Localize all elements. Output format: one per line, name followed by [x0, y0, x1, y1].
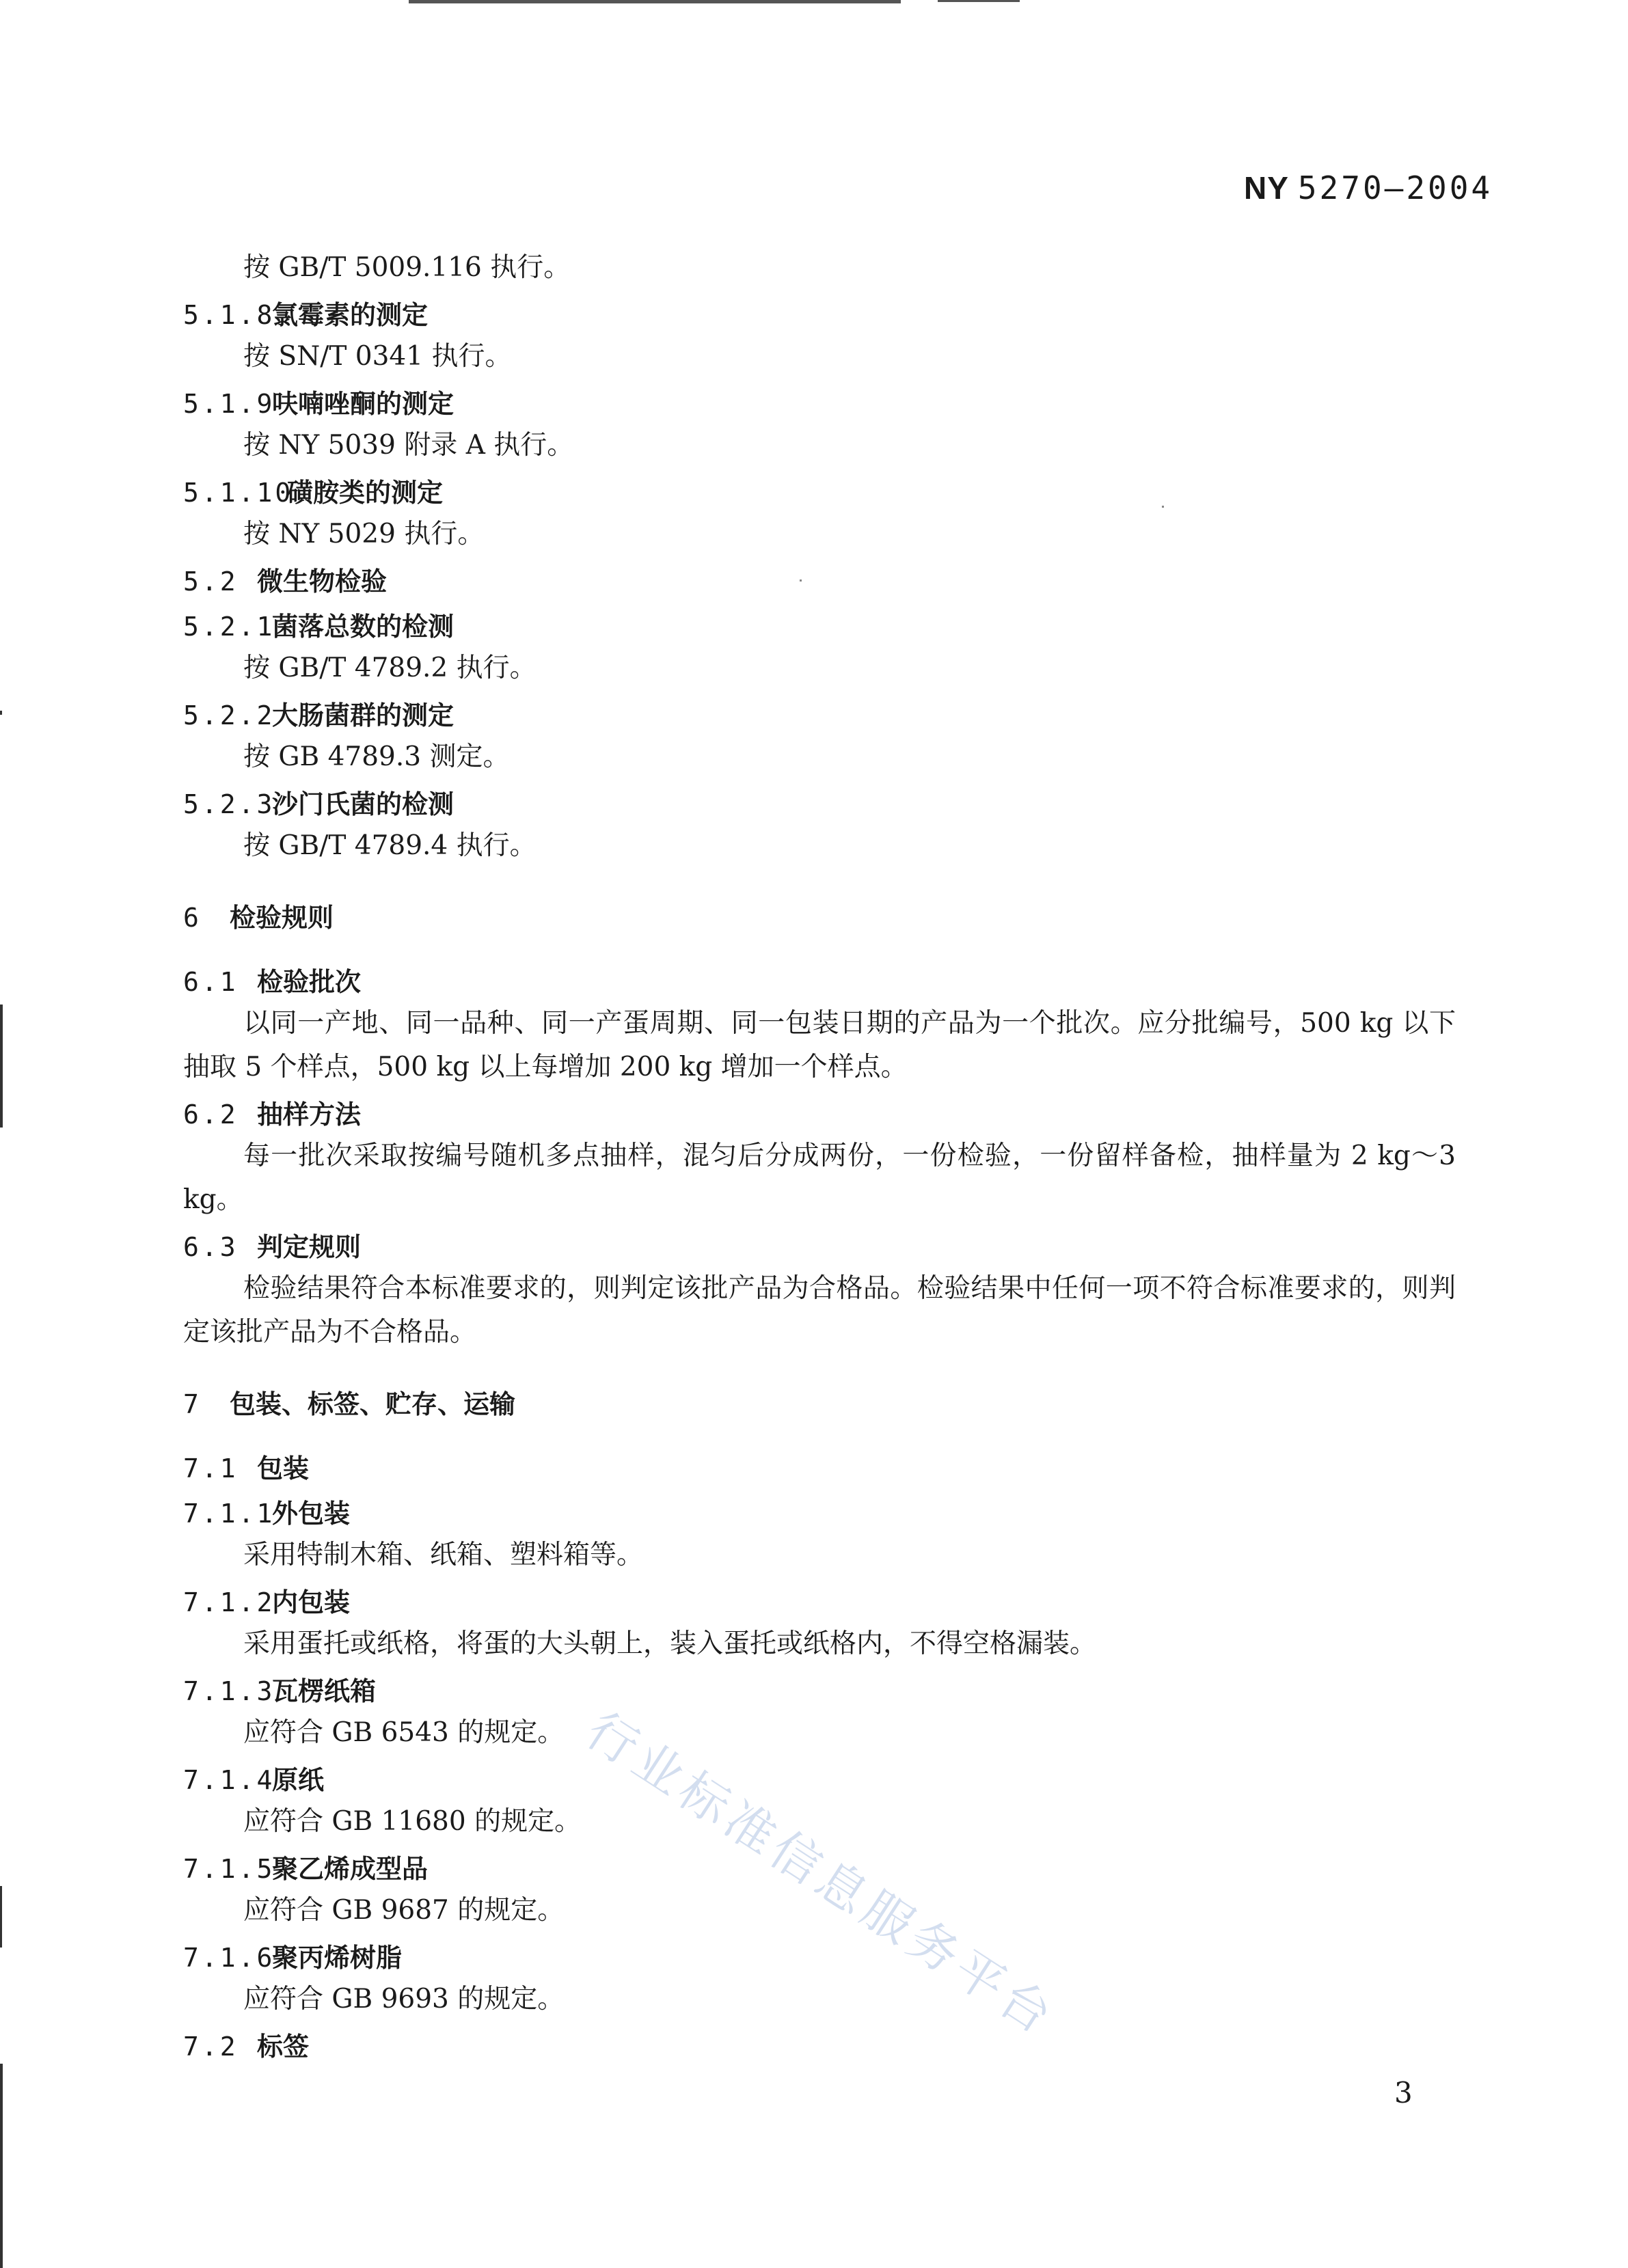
- scan-mark: [0, 1886, 2, 1948]
- scan-mark: [0, 2064, 3, 2268]
- paragraph: 采用特制木箱、纸箱、塑料箱等。: [243, 1540, 644, 1570]
- standard-prefix: NY: [1244, 170, 1289, 206]
- heading-5-1-8: [183, 295, 1456, 335]
- paragraph: 按 SN/T 0341 执行。: [243, 341, 512, 372]
- heading-title: 氯霉素的测定: [272, 300, 429, 330]
- heading-7-1-4: [183, 1760, 1456, 1800]
- paragraph: 按 GB 4789.3 测定。: [243, 741, 510, 772]
- paragraph: 按 NY 5039 附录 A 执行。: [243, 430, 574, 461]
- heading-number: 6.2: [183, 1099, 239, 1130]
- section-title: 包装、标签、贮存、运输: [230, 1389, 516, 1419]
- heading-title: 包装: [257, 1453, 310, 1484]
- heading-title: 菌落总数的检测: [272, 612, 455, 642]
- heading-title: 呋喃唑酮的测定: [272, 389, 455, 419]
- section-number: 6: [183, 903, 202, 933]
- heading-number: 5.2.3: [183, 789, 275, 819]
- heading-5-2-1: [183, 607, 1456, 646]
- document-body: [183, 246, 1456, 2066]
- paragraph: 按 GB/T 5009.116 执行。: [243, 252, 571, 283]
- heading-5-1-10: [183, 473, 1456, 513]
- paragraph: 应符合 GB 9693 的规定。: [243, 1984, 565, 2014]
- section-7: [183, 1384, 1456, 1424]
- heading-number: 5.1.9: [183, 389, 275, 419]
- standard-number: 5270—2004: [1297, 169, 1493, 206]
- heading-number: 7.1.2: [183, 1587, 275, 1617]
- heading-5-2-3: [183, 784, 1456, 824]
- heading-5-2: [183, 562, 1456, 601]
- heading-6-2: [183, 1095, 1456, 1134]
- heading-number: 7.1.3: [183, 1676, 275, 1706]
- heading-title: 微生物检验: [257, 566, 388, 597]
- heading-number: 7.1.4: [183, 1765, 275, 1795]
- top-rule: [409, 0, 901, 3]
- standard-code: [1244, 169, 1493, 206]
- paragraph: 应符合 GB 9687 的规定。: [243, 1895, 565, 1926]
- heading-7-1: [183, 1449, 1456, 1488]
- heading-title: 抽样方法: [257, 1099, 362, 1130]
- heading-number: 6.1: [183, 967, 239, 997]
- heading-title: 检验批次: [257, 967, 362, 997]
- scan-mark: [0, 1005, 3, 1128]
- paragraph: 检验结果符合本标准要求的，则判定该批产品为合格品。检验结果中任何一项不符合标准要求的，则判定该批产品为不合格品。: [183, 1273, 1456, 1348]
- heading-number: 5.2: [183, 566, 239, 597]
- heading-number: 7.1.1: [183, 1499, 275, 1529]
- heading-number: 5.1.8: [183, 300, 275, 330]
- heading-5-2-2: [183, 696, 1456, 735]
- paragraph: 按 GB/T 4789.4 执行。: [243, 830, 537, 861]
- paragraph: 每一批次采取按编号随机多点抽样，混匀后分成两份，一份检验，一份留样备检，抽样量为 2 kg～3 kg。: [183, 1140, 1456, 1215]
- heading-number: 5.1.10: [183, 478, 294, 508]
- section-title: 检验规则: [230, 903, 334, 933]
- heading-7-1-6: [183, 1938, 1456, 1978]
- paragraph: 应符合 GB 6543 的规定。: [243, 1717, 565, 1748]
- heading-number: 7.2: [183, 2032, 239, 2062]
- heading-number: 5.2.1: [183, 612, 275, 642]
- heading-6-3: [183, 1227, 1456, 1267]
- paragraph: 采用蛋托或纸格，将蛋的大头朝上，装入蛋托或纸格内，不得空格漏装。: [243, 1628, 1097, 1659]
- top-rule-fragment: [938, 0, 1020, 2]
- paragraph: 应符合 GB 11680 的规定。: [243, 1806, 582, 1837]
- heading-title: 内包装: [272, 1587, 351, 1617]
- heading-7-2: [183, 2027, 1456, 2066]
- heading-title: 判定规则: [257, 1232, 362, 1262]
- heading-number: 6.3: [183, 1232, 239, 1262]
- heading-number: 5.2.2: [183, 700, 275, 730]
- heading-number: 7.1: [183, 1453, 239, 1484]
- heading-title: 磺胺类的测定: [287, 478, 444, 508]
- paragraph: 按 NY 5029 执行。: [243, 519, 485, 549]
- heading-title: 沙门氏菌的检测: [272, 789, 455, 819]
- heading-title: 原纸: [272, 1765, 325, 1795]
- heading-number: 7.1.5: [183, 1854, 275, 1884]
- heading-title: 标签: [257, 2032, 310, 2062]
- section-number: 7: [183, 1389, 202, 1419]
- heading-title: 聚丙烯树脂: [272, 1943, 403, 1973]
- section-6: [183, 898, 1456, 938]
- page-number: 3: [1394, 2076, 1413, 2109]
- heading-number: 7.1.6: [183, 1943, 275, 1973]
- paragraph: 按 GB/T 4789.2 执行。: [243, 653, 537, 683]
- heading-title: 瓦楞纸箱: [272, 1676, 377, 1706]
- heading-7-1-2: [183, 1583, 1456, 1622]
- heading-7-1-3: [183, 1671, 1456, 1711]
- scan-mark: [0, 711, 2, 715]
- paragraph: 以同一产地、同一品种、同一产蛋周期、同一包装日期的产品为一个批次。应分批编号，500 kg 以下抽取 5 个样点，500 kg 以上每增加 200 kg 增加一个样点。: [183, 1008, 1456, 1082]
- heading-7-1-1: [183, 1494, 1456, 1533]
- heading-title: 聚乙烯成型品: [272, 1854, 429, 1884]
- heading-5-1-9: [183, 384, 1456, 424]
- heading-6-1: [183, 962, 1456, 1002]
- heading-title: 大肠菌群的测定: [272, 700, 455, 730]
- watermark: 行业标准信息服务平台: [576, 1701, 1067, 2047]
- heading-title: 外包装: [272, 1499, 351, 1529]
